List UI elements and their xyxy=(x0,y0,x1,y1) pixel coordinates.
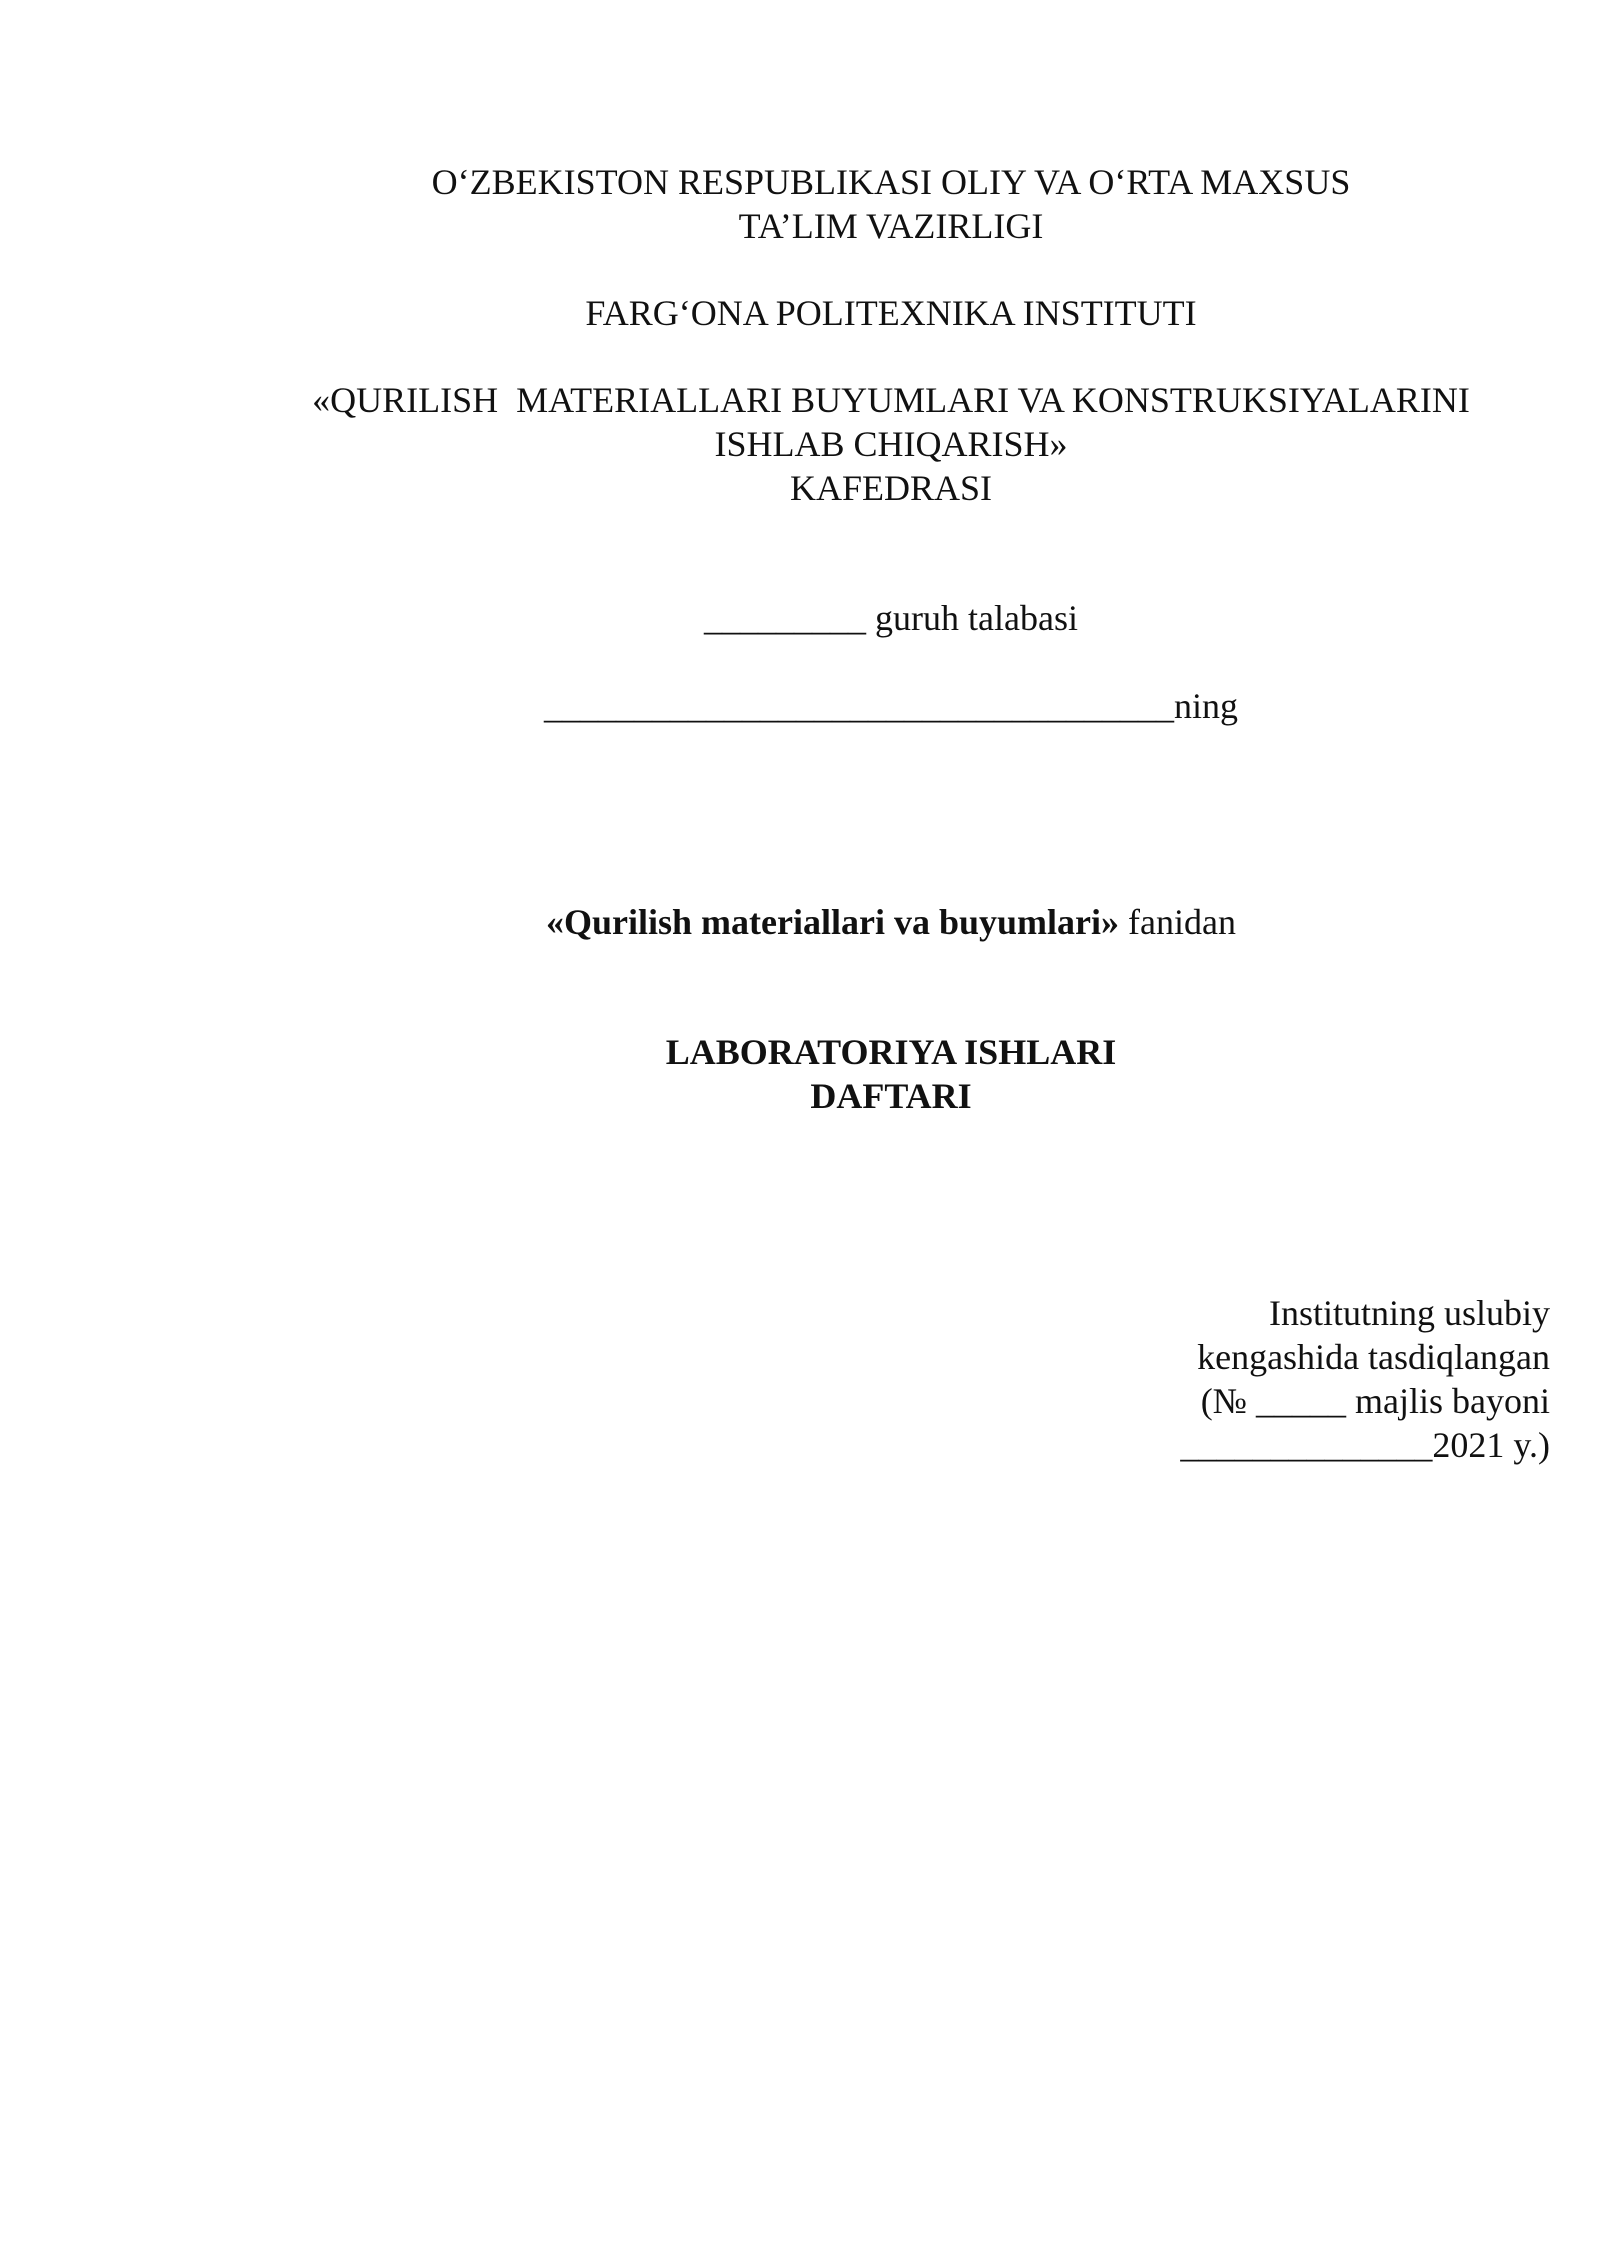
approval-line-3: (№ _____ majlis bayoni xyxy=(1200,1381,1550,1421)
student-group-line xyxy=(0,596,1600,640)
subject-name: «Qurilish materiallari va buyumlari» xyxy=(546,902,1120,942)
approval-line-4: ______________2021 y.) xyxy=(1180,1425,1550,1465)
subject-suffix: fanidan xyxy=(1119,902,1236,942)
ministry-line-2: TA’LIM VAZIRLIGI xyxy=(738,206,1044,246)
student-name-suffix: ning xyxy=(1173,686,1238,726)
title-line-2: DAFTARI xyxy=(810,1076,972,1116)
ministry-line-1: O‘ZBEKISTON RESPUBLIKASI OLIY VA O‘RTA MAXSUS xyxy=(431,162,1351,202)
group-blank[interactable]: _________ xyxy=(704,598,867,638)
department-line-2: ISHLAB CHIQARISH» xyxy=(714,424,1068,464)
student-name-blank[interactable]: ___________________________________ xyxy=(543,686,1174,726)
approval-line-1: Institutning uslubiy xyxy=(1268,1293,1550,1333)
subject-line xyxy=(0,900,1600,944)
title-line-1: LABORATORIYA ISHLARI xyxy=(665,1032,1117,1072)
institute-name: FARG‘ONA POLITEXNIKA INSTITUTI xyxy=(585,293,1197,333)
department-line-1: «QURILISH MATERIALLARI BUYUMLARI VA KONSTRUKSIYALARINI xyxy=(312,380,1470,420)
department-line-3: KAFEDRASI xyxy=(789,468,993,508)
approval-line-2: kengashida tasdiqlangan xyxy=(1197,1337,1550,1377)
student-name-line xyxy=(0,684,1600,728)
group-label: guruh talabasi xyxy=(866,598,1078,638)
